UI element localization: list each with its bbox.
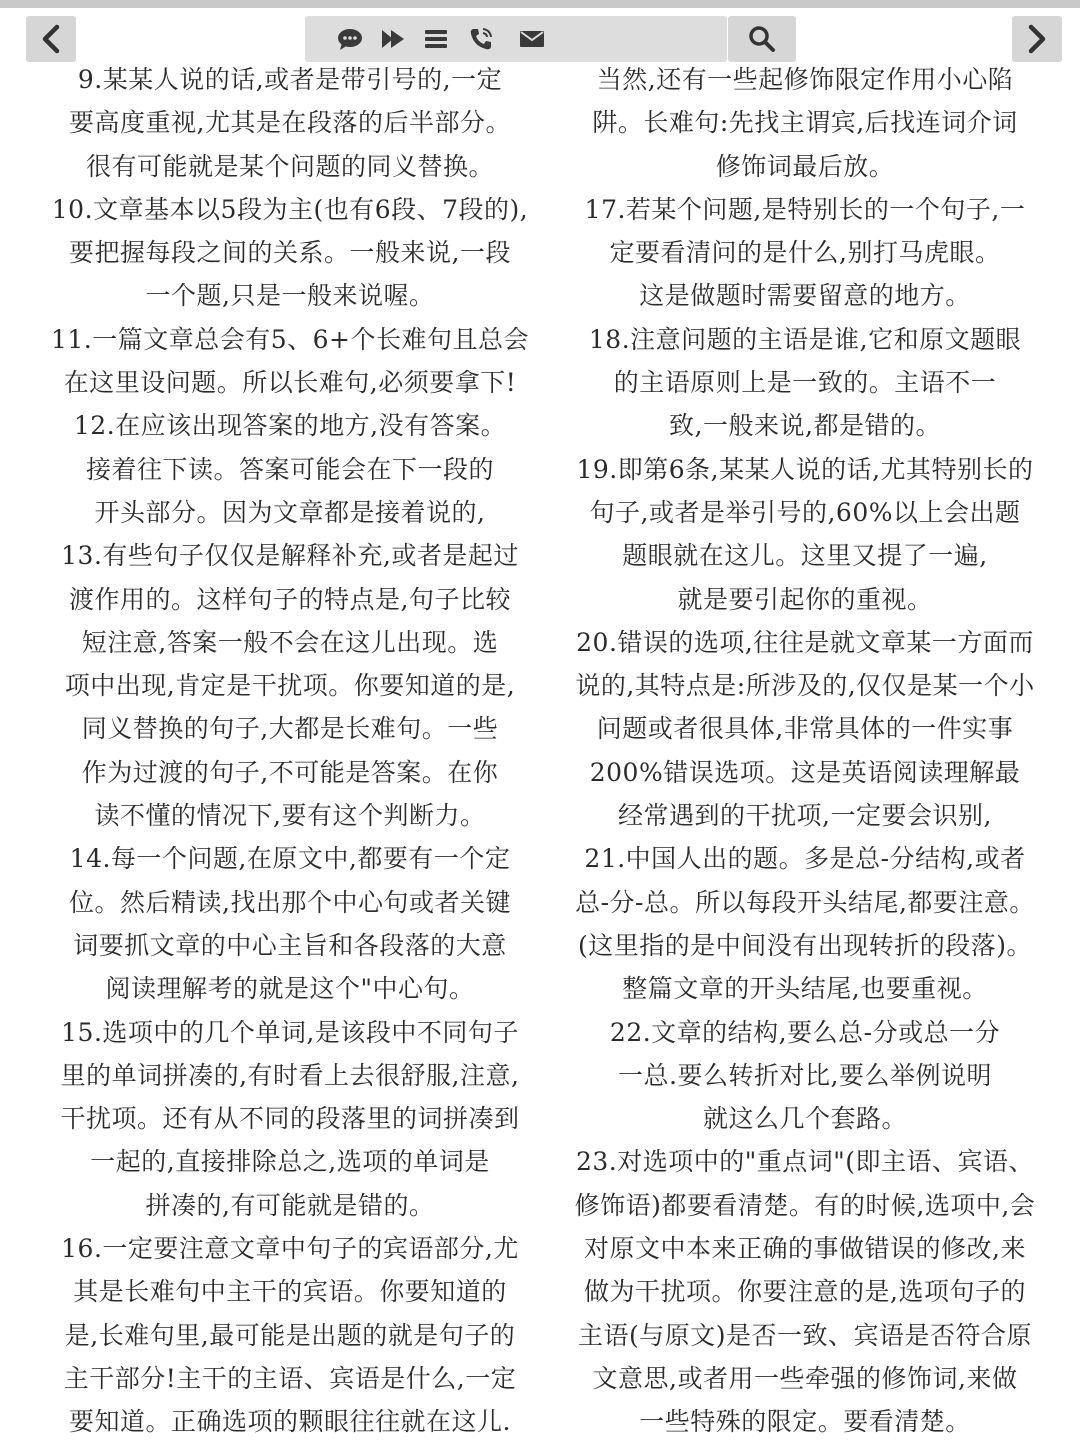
list-icon-button[interactable] [421,24,451,54]
chat-icon-button[interactable] [335,24,365,54]
search-button[interactable] [728,16,796,62]
text-line: 其是长难句中主干的宾语。你要知道的 [73,1277,507,1307]
text-line: 接着往下读。答案可能会在下一段的 [85,454,494,484]
text-line: 22.文章的结构,要么总-分或总一分 [609,1017,1001,1047]
text-line: 定要看清问的是什么,别打马虎眼。 [609,238,1001,268]
text-line: 就是要引起你的重视。 [677,584,933,614]
phone-icon [468,26,494,52]
text-line: 项中出现,肯定是干扰项。你要知道的是, [64,671,516,701]
text-line: 短注意,答案一般不会在这儿出现。选 [81,627,499,657]
text-line: 21.中国人出的题。多是总-分结构,或者 [584,844,1026,874]
text-line: 致,一般来说,都是错的。 [669,411,941,441]
text-line: 14.每一个问题,在原文中,都要有一个定 [69,844,511,874]
text-line: 在这里设问题。所以长难句,必须要拿下! [63,368,517,398]
text-line: 的主语原则上是一致的。主语不一 [613,368,997,398]
text-line: 问题或者很具体,非常具体的一件实事 [596,714,1014,744]
text-line: 17.若某个问题,是特别长的一个句子,一 [584,194,1026,224]
text-line: 干扰项。还有从不同的段落里的词拼凑到 [60,1104,520,1134]
text-line: 一起的,直接排除总之,选项的单词是 [90,1147,490,1177]
text-line: 10.文章基本以5段为主(也有6段、7段的), [51,194,529,224]
text-line: 位。然后精读,找出那个中心句或者关键 [69,887,511,917]
forward-icon-button[interactable] [378,24,408,54]
text-line: 修饰词最后放。 [715,151,895,181]
text-line: 阱。长难句:先找主谓宾,后找连词介词 [592,108,1018,138]
text-line: 修饰语)都要看清楚。有的时候,选项中,会 [574,1190,1036,1220]
text-line: 当然,还有一些起修饰限定作用小心陷 [596,65,1014,94]
text-line: 词要抓文章的中心主旨和各段落的大意 [73,930,507,960]
chevron-right-icon [1026,24,1048,54]
text-line: 13.有些句子仅仅是解释补充,或者是起过 [61,541,519,571]
right-text-column [555,58,1055,1440]
text-line: 里的单词拼凑的,有时看上去很舒服,注意, [60,1060,520,1090]
chat-icon [336,27,364,51]
prev-page-button[interactable] [26,16,76,62]
text-line: 主干部分!主干的主语、宾语是什么,一定 [63,1363,517,1393]
text-line: 200%错误选项。这是英语阅读理解最 [589,757,1021,787]
text-line: 一些特殊的限定。要看清楚。 [639,1407,971,1437]
text-line: (这里指的是中间没有出现转折的段落)。 [577,930,1032,960]
text-line: 要把握每段之间的关系。一般来说,一段 [69,238,511,268]
text-line: 做为干扰项。你要注意的是,选项句子的 [584,1277,1026,1307]
text-line: 12.在应该出现答案的地方,没有答案。 [73,411,507,441]
text-line: 这是做题时需要留意的地方。 [639,281,971,311]
text-line: 作为过渡的句子,不可能是答案。在你 [81,757,499,787]
text-line: 一总.要么转折对比,要么举例说明 [618,1060,992,1090]
text-line: 主语(与原文)是否一致、宾语是否符合原 [577,1320,1032,1350]
text-line: 18.注意问题的主语是谁,它和原文题眼 [588,324,1022,354]
phone-icon-button[interactable] [466,24,496,54]
toolbar-stripe [0,0,1080,8]
text-line: 同义替换的句子,大都是长难句。一些 [81,714,499,744]
text-line: 23.对选项中的"重点词"(即主语、宾语、 [575,1147,1034,1177]
text-line: 16.一定要注意文章中句子的宾语部分,尤 [61,1234,519,1264]
mail-icon-button[interactable] [517,24,547,54]
text-line: 题眼就在这儿。这里又提了一遍, [622,541,988,571]
text-line: 11.一篇文章总会有5、6+个长难句且总会 [50,324,530,354]
text-line: 总-分-总。所以每段开头结尾,都要注意。 [575,887,1035,917]
left-text-column [40,58,540,1440]
text-line: 一个题,只是一般来说喔。 [145,281,435,311]
next-page-button[interactable] [1012,16,1062,62]
text-line: 15.选项中的几个单词,是该段中不同句子 [61,1017,519,1047]
text-line: 要高度重视,尤其是在段落的后半部分。 [69,108,511,138]
text-line: 是,长难句里,最可能是出题的就是句子的 [64,1320,516,1350]
mail-icon [519,29,545,49]
list-icon [423,28,449,50]
text-line: 句子,或者是举引号的,60%以上会出题 [589,497,1021,527]
text-line: 很有可能就是某个问题的同义替换。 [85,151,494,181]
text-line: 19.即第6条,某某人说的话,尤其特别长的 [576,454,1034,484]
text-line: 拼凑的,有可能就是错的。 [145,1190,435,1220]
text-line: 开头部分。因为文章都是接着说的, [94,497,486,527]
text-line: 要知道。正确选项的颗眼往往就在这儿. [69,1407,511,1437]
chevron-left-icon [40,24,62,54]
text-line: 经常遇到的干扰项,一定要会识别, [618,801,992,831]
text-line: 9.某某人说的话,或者是带引号的,一定 [77,65,503,94]
text-line: 文意思,或者用一些牵强的修饰词,来做 [592,1363,1018,1393]
text-line: 阅读理解考的就是这个"中心句。 [105,974,475,1004]
text-line: 读不懂的情况下,要有这个判断力。 [94,801,486,831]
search-icon [747,24,777,54]
forward-icon [380,27,406,51]
text-line: 渡作用的。这样句子的特点是,句子比较 [69,584,511,614]
text-line: 20.错误的选项,往往是就文章某一方面而 [576,627,1034,657]
text-line: 就这么几个套路。 [702,1104,907,1134]
text-line: 整篇文章的开头结尾,也要重视。 [622,974,988,1004]
toolbar-center [305,16,727,62]
text-line: 说的,其特点是:所涉及的,仅仅是某一个小 [575,671,1035,701]
text-line: 对原文中本来正确的事做错误的修改,来 [584,1234,1026,1264]
